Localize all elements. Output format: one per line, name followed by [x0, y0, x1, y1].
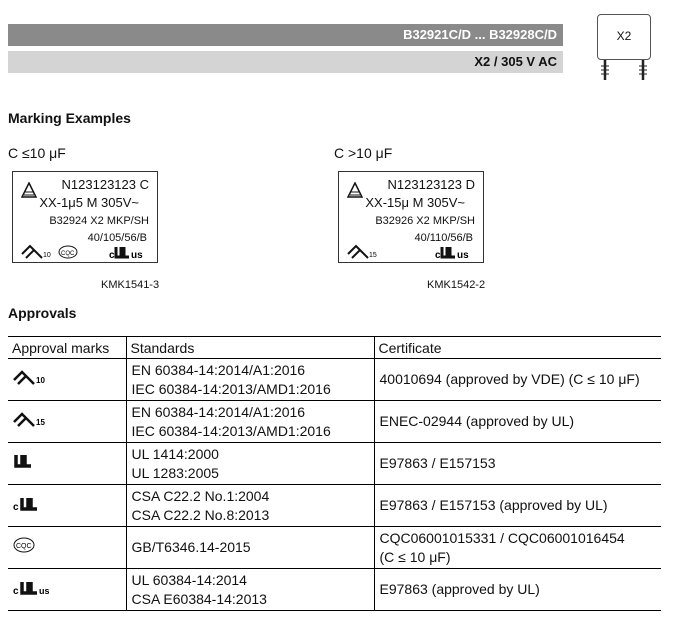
ur-icon [13, 452, 49, 470]
enec10-icon [13, 368, 49, 386]
ur-logo-icon [442, 247, 455, 257]
us-text: us [457, 250, 469, 260]
marking-example-2 [338, 171, 484, 263]
enec-icon [22, 246, 42, 258]
marking-line-3: B32924 X2 MKP/SH [49, 215, 149, 227]
x2-badge [597, 14, 651, 60]
certificate-cell: E97863 / E157153 [374, 443, 661, 485]
standards-cell: EN 60384-14:2014/A1:2016 IEC 60384-14:2013/AMD1:2016 [126, 401, 374, 443]
enec-number: 10 [43, 252, 51, 259]
standards-cell: CSA C22.2 No.1:2004 CSA C22.2 No.8:2013 [126, 485, 374, 527]
c-ur-us-icon [13, 578, 57, 596]
approvals-title: Approvals [8, 305, 77, 321]
marking-icons [21, 242, 153, 260]
marking-line-2: XX-1μ5 M 305V~ [39, 195, 139, 210]
certificate-cell: E97863 / E157153 (approved by UL) [374, 485, 661, 527]
marking-condition-2: C >10 μF [334, 145, 393, 161]
marking-line-1: N123123123 D [387, 177, 475, 192]
cqc-icon [13, 536, 49, 554]
capacitor-legs-icon [599, 60, 649, 82]
us-text: us [131, 250, 143, 260]
certificate-cell: E97863 (approved by UL) [374, 569, 661, 611]
part-range: B32921C/D ... B32928C/D [403, 27, 557, 42]
standards-cell: UL 60384-14:2014 CSA E60384-14:2013 [126, 569, 374, 611]
marking-line-2: XX-15μ M 305V~ [365, 195, 465, 210]
marking-condition-1: C ≤10 μF [8, 145, 66, 161]
c-text: c [435, 250, 441, 260]
table-row [8, 485, 661, 527]
epcos-triangle-icon [21, 182, 37, 198]
approvals-table [8, 336, 661, 611]
table-row [8, 359, 661, 401]
ur-logo-icon [116, 247, 129, 257]
mark-cell [8, 527, 126, 569]
svg-text:c: c [13, 502, 19, 512]
epcos-triangle-icon [347, 182, 363, 198]
part-range-bar [8, 24, 563, 46]
table-row [8, 569, 661, 611]
mark-cell [8, 401, 126, 443]
c-text: c [109, 250, 115, 260]
certificate-cell: CQC06001015331 / CQC06001016454 (C ≤ 10 μF) [374, 527, 661, 569]
table-row [8, 527, 661, 569]
rating: X2 / 305 V AC [474, 54, 557, 69]
standards-cell: EN 60384-14:2014/A1:2016 IEC 60384-14:2013/AMD1:2016 [126, 359, 374, 401]
svg-text:CQC: CQC [16, 543, 32, 550]
enec-icon [348, 246, 368, 258]
certificate-cell: ENEC-02944 (approved by UL) [374, 401, 661, 443]
rating-bar [8, 51, 563, 73]
col-standards: Standards [126, 337, 374, 359]
mark-cell [8, 569, 126, 611]
cqc-logo-text: CQC [61, 251, 75, 257]
table-row [8, 401, 661, 443]
col-certificate: Certificate [374, 337, 661, 359]
svg-text:10: 10 [36, 376, 45, 385]
marking-line-3: B32926 X2 MKP/SH [375, 215, 475, 227]
table-header-row [8, 337, 661, 359]
enec-number: 15 [369, 252, 377, 259]
marking-code-1: KMK1541-3 [101, 279, 160, 291]
col-approval-marks: Approval marks [8, 337, 126, 359]
marking-line-4: 40/105/56/B [87, 232, 147, 244]
certificate-cell: 40010694 (approved by VDE) (C ≤ 10 μF) [374, 359, 661, 401]
mark-cell [8, 443, 126, 485]
standards-cell: UL 1414:2000 UL 1283:2005 [126, 443, 374, 485]
mark-cell [8, 485, 126, 527]
mark-cell [8, 359, 126, 401]
table-row [8, 443, 661, 485]
marking-title: Marking Examples [8, 110, 131, 126]
c-ur-icon [13, 494, 53, 512]
marking-line-4: 40/110/56/B [414, 232, 473, 244]
enec15-icon [13, 410, 49, 428]
svg-text:us: us [39, 586, 50, 596]
marking-example-1 [12, 171, 158, 263]
marking-code-2: KMK1542-2 [427, 279, 486, 291]
svg-text:c: c [13, 586, 19, 596]
marking-line-1: N123123123 C [61, 177, 149, 192]
x2-label: X2 [616, 29, 632, 43]
svg-text:15: 15 [36, 418, 45, 427]
marking-icons [347, 242, 479, 260]
standards-cell: GB/T6346.14-2015 [126, 527, 374, 569]
